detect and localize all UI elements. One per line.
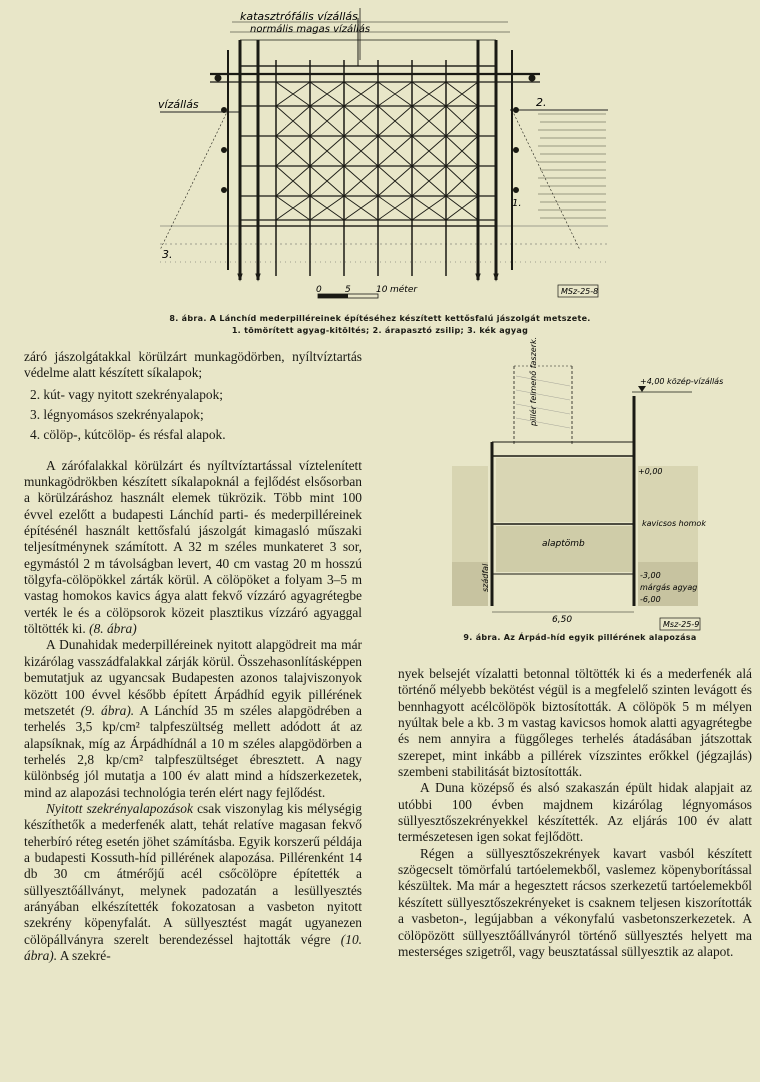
label-width: 6,50 xyxy=(552,615,573,625)
paragraph-caisson-fill: nyek belsejét vízalatti betonnal töltötték ki és a mederfenék alá történő mélyebb bekötést végül is a megfelelő szinten levágott és bennhagyott acélcölöpök biztosították. A cölöpök 5 m mélyen nyúltak bele a kb. 3 m vastag kavicsos homok alatti agyagrétegbe és nem annyira a függőleges terhelés átadásában játszottak szerepet, mint inkább a pillérek vízszintes erőkkel (jégzajlás) szembeni stabilitását biztosították. xyxy=(398,666,752,780)
paragraph-danube-bridges: A Dunahidak mederpilléreinek nyitott alapgödreit ma már kizárólag vasszádfalakkal zárják körül. Összehasonlításképpen bemutatjuk az ugyancsak Budapesten azonos talajviszonyok között 100 évvel később épített Árpádhíd egyik pillérének metszetét (9. ábra). A Lánchíd 35 m széles alapgödrében a terhelés 3,5 kp/cm² talpfeszültség mellett adódott át az alapsíknak, míg az Árpádhídnál a 10 m széles alapgödörben a terhelés 2,8 kp/cm² talpfeszültséget ébresztett. A nagy különbség jól mutatja a 100 év alatt mind a hídszerkezetek, mind az alapozási technológia terén elért nagy fejlődést. xyxy=(24,637,362,800)
figure-9-drawing xyxy=(452,336,724,632)
list-item: 3. légnyomásos szekrényalapok; xyxy=(30,406,204,422)
paragraph-open-caisson: Nyitott szekrényalapozások csak viszonylag kis mélységig készíthetők a mederfenék alatt, tehát relatíve magasan fekvő teherbíró réteg esetén jöhet számításba. Egyik korszerű példája a budapesti Kossuth-híd pillérének alapozása. Pillérenként 14 db 30 cm átmérőjű acél csőcölöpre építették a süllyesztőállványt, melynek padozatán a lesüllyesztés arányában elkészítették fokozatosan a vasbeton nyitott szekrény köpenyfalát. A süllyesztést magát ugyanezen cölöpállványra szerelt berendezéssel hajtották végre (10. ábra). A szekré- xyxy=(24,800,362,963)
paragraph-danube-middle: A Duna középső és alsó szakaszán épült hidak alapjait az utóbbi 100 évben majdnem kizárólag légnyomásos süllyesztőszekrényekkel készítették. Az eljárás 100 év alatt természetesen igen sokat fejlődött. xyxy=(398,780,752,845)
pier-structure xyxy=(514,366,572,444)
svg-text:0: 0 xyxy=(316,285,322,295)
figure-8-drawing xyxy=(140,0,610,312)
label-water-level: +4,00 közép-vízállás xyxy=(640,377,724,386)
right-column xyxy=(398,666,752,960)
foundation-type-list xyxy=(24,385,362,445)
label-minus6: -6,00 xyxy=(640,595,661,604)
left-column xyxy=(24,349,362,964)
svg-text:5: 5 xyxy=(345,285,351,295)
figure-9-caption: 9. ábra. Az Árpád-híd egyik pillérének alapozása xyxy=(463,633,697,642)
svg-text:10: 10 xyxy=(376,285,388,295)
list-item: 2. kút- vagy nyitott szekrényalapok; xyxy=(30,386,224,402)
label-marker-2: 2. xyxy=(536,96,547,109)
water-hatch xyxy=(538,114,606,218)
figure-8-stamp: MSz-25-8 xyxy=(561,287,599,296)
svg-text:méter: méter xyxy=(390,285,418,295)
intro-paragraph: záró jászolgátakkal körülzárt munkagödörben, nyíltvíztartás védelme alatt készített síkalapok; xyxy=(24,349,362,381)
figure-8-caption: 8. ábra. A Lánchíd mederpilléreinek építéséhez készített kettősfalú jászolgát metszete. 1. tömörített agyag-kitöltés; 2. árapasztó zsilip; 3. kék agyag xyxy=(169,314,591,335)
label-base: alaptömb xyxy=(542,539,585,549)
cofferdam-frame xyxy=(160,8,580,280)
paragraph-cofferdam: A zárófalakkal körülzárt és nyíltvíztartással víztelenített munkagödrökben készített síkalapoknál a fejlődést elsősorban a körülzáráshoz használt elemek tükrözik. Több mint 100 évvel ezelőtt a budapesti Lánchíd parti- és mederpilléreinek építésénél használt kettősfalú jászolgát kimagasló műszaki teljesítménynek számított. A 32 m széles munkateret 3 sor, egymástól 2 m távolságban levert, 40 cm vastag 20 m hosszú tölgyfa-cölöpökkel zárták körül. A cölöpöket a folyam 3–5 m vastag homokos kavics ágya alatt fekvő vízzáró agyagrétegbe verték le és a cölöpsorok közeit plasztikus vízzáró agyaggal töltötték ki. (8. ábra) xyxy=(24,457,362,637)
paragraph-modern-caissons: Régen a süllyesztőszekrények kavart vasból készített szögecselt tömörfalú tartóelemekből, vaslemez köpenyborítással készültek. Ma már a hegesztett rácsos szerkezetű tartóelemekből készített süllyesztőszekrényeket is csaknem teljesen kiszorították a vasbeton-, legújabban a vékonyfalú vasbetonszerkezetek. A cölöpözött süllyesztőállványról történő süllyesztés helyett ma mesterséges szigetről, vagy beusztatással süllyesztik az alapot. xyxy=(398,845,752,959)
label-gravel: kavicsos homok xyxy=(642,519,706,528)
label-marker-3: 3. xyxy=(162,248,173,261)
label-pier-top: pillér felmenő faszerk. xyxy=(529,336,538,426)
label-catastrophic-water: katasztrófális vízállás xyxy=(240,10,358,23)
label-marker-1: 1. xyxy=(512,198,522,209)
label-normal-water: normális magas vízállás xyxy=(250,24,371,35)
label-zero: +0,00 xyxy=(638,467,663,476)
list-item: 4. cölöp-, kútcölöp- és résfal alapok. xyxy=(30,426,226,442)
label-sheet: szádfal xyxy=(481,563,490,592)
figure-9-stamp: Msz-25-9 xyxy=(663,620,700,629)
label-clay: márgás agyag xyxy=(640,583,698,592)
label-minus3: -3,00 xyxy=(640,571,661,580)
scale-bar xyxy=(316,284,418,298)
label-water-level: vízállás xyxy=(158,98,199,111)
